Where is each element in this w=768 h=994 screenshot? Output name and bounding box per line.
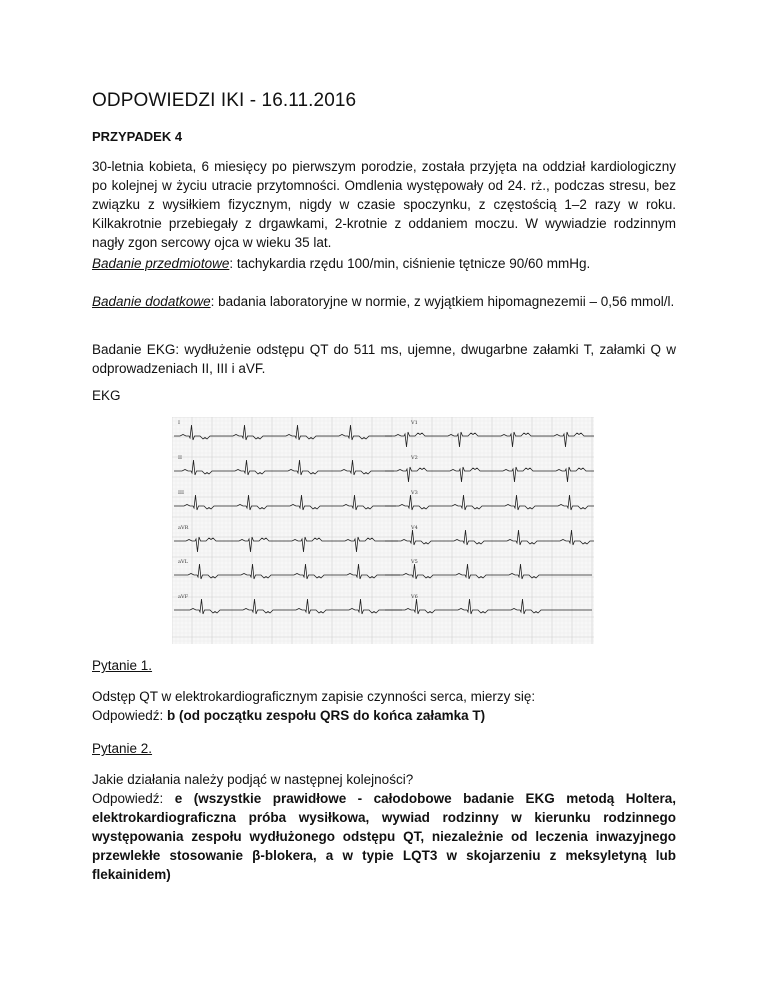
- case-heading: PRZYPADEK 4: [92, 129, 183, 144]
- question1-body: [92, 687, 676, 725]
- ekg-label: EKG: [92, 388, 121, 403]
- question1-answer-prefix: Odpowiedź:: [92, 708, 168, 723]
- ekg-label-i: I: [178, 420, 180, 426]
- question1-text: Odstęp QT w elektrokardiograficznym zapisie czynności serca, mierzy się:: [92, 689, 536, 704]
- case-history: 30-letnia kobieta, 6 miesięcy po pierwszym porodzie, została przyjęta na oddział kardiologiczny po kolejnej w życiu utracie przytomności. Omdlenia występowały od 24. rż., podczas stresu, bez związku z wysiłkiem fizycznym, nigdy w czasie spoczynku, z częstością 1–2 razy w roku. Kilkakrotnie przebiegały z drgawkami, 2-krotnie z oddaniem moczu. W wywiadzie rodzinnym nagły zgon sercowy ojca w wieku 35 lat.: [92, 159, 676, 250]
- page-title: ODPOWIEDZI IKI - 16.11.2016: [92, 90, 357, 111]
- question2-heading: Pytanie 2.: [92, 741, 153, 756]
- ekg-label-v6: V6: [411, 594, 418, 600]
- physical-exam-text: : tachykardia rzędu 100/min, ciśnienie tętnicze 90/60 mmHg.: [229, 256, 591, 271]
- ekg-label-v2: V2: [411, 455, 418, 461]
- physical-exam: [92, 254, 676, 273]
- question2-body: [92, 770, 676, 884]
- ekg-label-avr: aVR: [178, 525, 189, 531]
- physical-exam-label: Badanie przedmiotowe: [92, 256, 230, 271]
- ekg-label-ii: II: [178, 455, 182, 461]
- question1-heading: Pytanie 1.: [92, 658, 153, 673]
- ekg-figure: [172, 417, 594, 644]
- additional-tests: [92, 292, 676, 311]
- ekg-label-iii: III: [178, 490, 184, 496]
- question2-text: Jakie działania należy podjąć w następnej kolejności?: [92, 772, 414, 787]
- additional-tests-label: Badanie dodatkowe: [92, 294, 211, 309]
- ekg-label-v5: V5: [411, 559, 418, 565]
- ekg-label-avf: aVF: [178, 594, 189, 600]
- question2-answer-line: [92, 789, 676, 884]
- question1-answer: b (od początku zespołu QRS do końca załamka T): [167, 708, 486, 723]
- ekg-label-v3: V3: [411, 490, 418, 496]
- ekg-label-avl: aVL: [178, 559, 188, 565]
- question2-answer: e (wszystkie prawidłowe - całodobowe badanie EKG metodą Holtera, elektrokardiograficzna próba wysiłkowa, wywiad rodzinny w kierunku rodzinnego występowania zespołu wydłużonego odstępu QT, niezależnie od leczenia inwazyjnego przewlekłe stosowanie β-blokera, a w typie LQT3 w skojarzeniu z meksyletyną lub flekainidem): [92, 791, 676, 882]
- additional-tests-text: : badania laboratoryjne w normie, z wyjątkiem hipomagnezemii – 0,56 mmol/l.: [210, 294, 675, 309]
- question1-answer-line: [92, 706, 676, 725]
- ekg-label-v1: V1: [411, 420, 418, 426]
- question2-answer-prefix: Odpowiedź:: [92, 791, 175, 806]
- ekg-exam: Badanie EKG: wydłużenie odstępu QT do 511 ms, ujemne, dwugarbne załamki T, załamki Q w odprowadzeniach II, III i aVF.: [92, 342, 676, 376]
- ekg-label-v4: V4: [411, 525, 418, 531]
